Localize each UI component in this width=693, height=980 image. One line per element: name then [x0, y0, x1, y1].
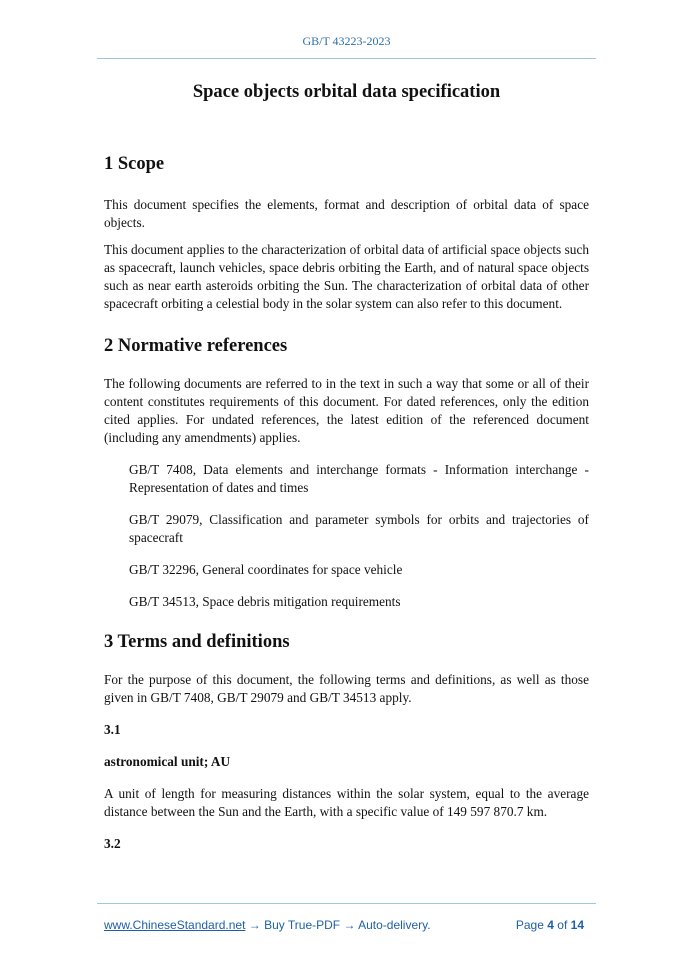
- current-page-number: 4: [547, 918, 554, 932]
- document-body: [104, 152, 589, 853]
- page-footer: [104, 918, 584, 934]
- term-number: 3.1: [104, 722, 121, 737]
- footer-promo: [104, 918, 431, 932]
- total-page-count: 14: [570, 918, 584, 932]
- section-heading-scope: 1 Scope: [104, 154, 165, 174]
- term-number: 3.2: [104, 836, 121, 851]
- section-heading-terms-definitions: 3 Terms and definitions: [104, 632, 290, 652]
- page-of-label: of: [557, 918, 568, 932]
- term-definition: A unit of length for measuring distances within the solar system, equal to the average distance between the Sun and the Earth, with a specific value of 149 597 870.7 km.: [104, 786, 589, 819]
- page-indicator: [516, 918, 584, 932]
- reference-item: GB/T 7408, Data elements and interchange formats - Information interchange - Representation of dates and times: [129, 462, 589, 495]
- scope-paragraph: This document specifies the elements, format and description of orbital data of space objects.: [104, 197, 589, 230]
- header-divider: [97, 58, 596, 59]
- document-title: Space objects orbital data specification: [192, 82, 501, 102]
- footer-divider: [97, 903, 596, 904]
- header-standard-code: GB/T 43223-2023: [302, 34, 391, 48]
- site-link[interactable]: www.ChineseStandard.net: [104, 918, 246, 932]
- reference-item: GB/T 32296, General coordinates for space vehicle: [129, 562, 403, 577]
- reference-item: GB/T 29079, Classification and parameter symbols for orbits and trajectories of spacecraft: [129, 512, 589, 545]
- scope-paragraph: This document applies to the characterization of orbital data of artificial space objects such as spacecraft, launch vehicles, space debris orbiting the Earth, and of natural space objects such as near earth asteroids orbiting the Sun. The characterization of orbital data of other spacecraft orbiting a celestial body in the solar system can also refer to this document.: [104, 242, 589, 311]
- footer-promo-text: → Buy True-PDF → Auto-delivery.: [245, 918, 431, 932]
- section-heading-normative-references: 2 Normative references: [104, 336, 288, 356]
- terms-intro-paragraph: For the purpose of this document, the following terms and definitions, as well as those given in GB/T 7408, GB/T 29079 and GB/T 34513 apply.: [104, 672, 589, 705]
- normative-intro-paragraph: The following documents are referred to in the text in such a way that some or all of their content constitutes requirements of this document. For dated references, only the edition cited applies. For undated references, the latest edition of the referenced document (including any amendments) applies.: [104, 376, 589, 445]
- reference-item: GB/T 34513, Space debris mitigation requirements: [129, 594, 401, 609]
- term-name: astronomical unit; AU: [104, 754, 231, 769]
- page-label: Page: [515, 918, 544, 932]
